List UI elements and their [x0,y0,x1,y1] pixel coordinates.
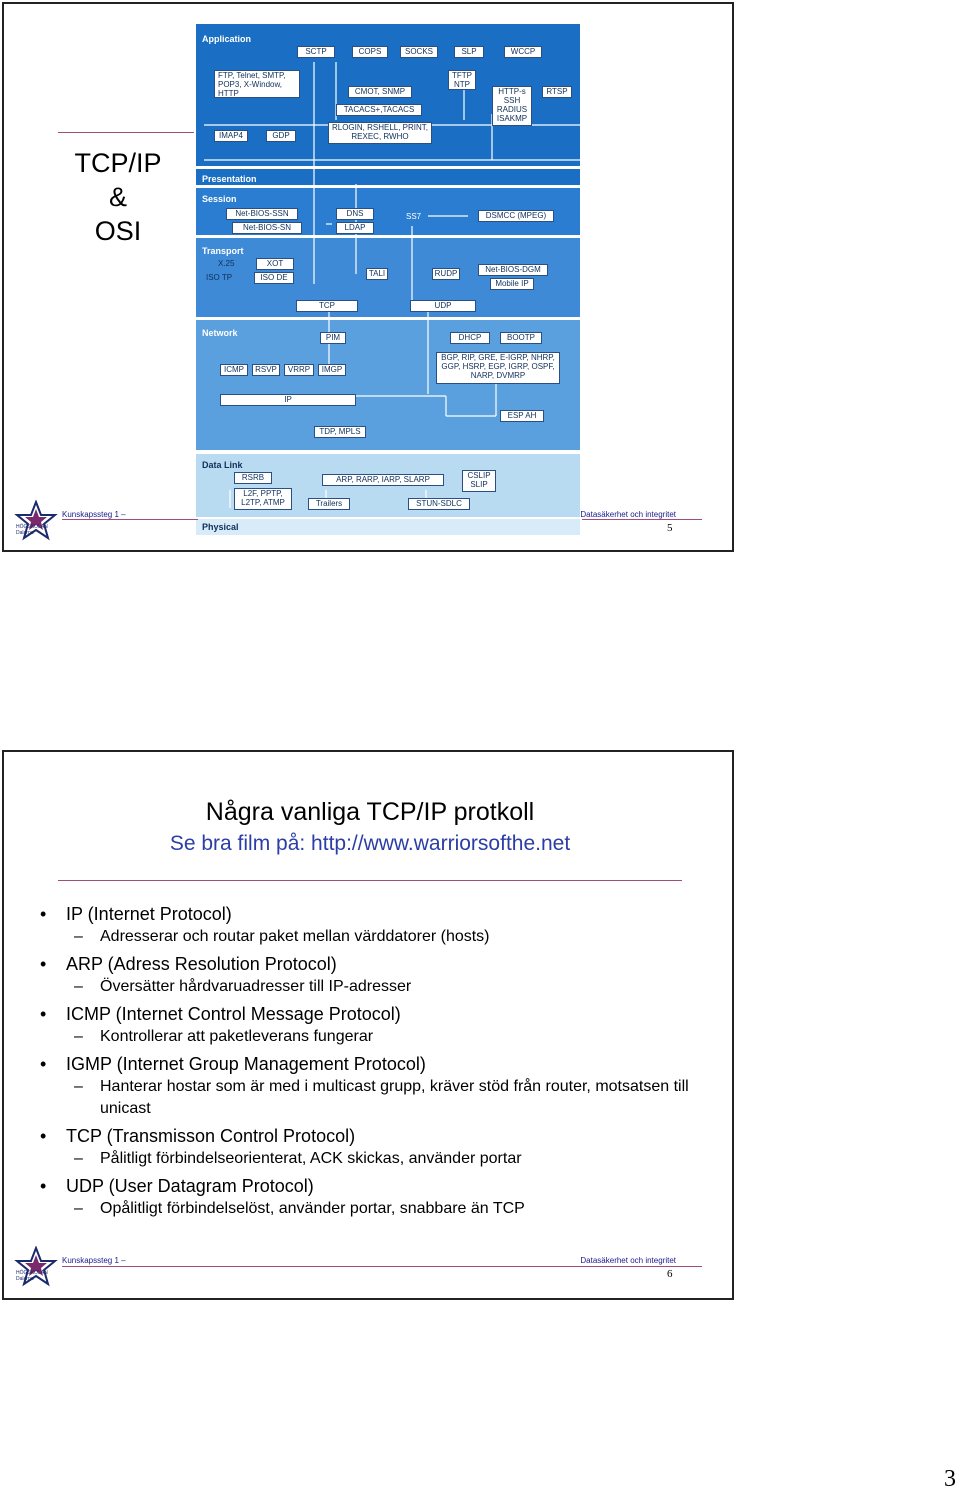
proto-dsmcc: DSMCC (MPEG) [478,210,554,222]
proto-netbios-dgm: Net-BIOS-DGM [478,264,548,276]
proto-imgp: IMGP [318,364,346,376]
proto-sctp: SCTP [297,46,335,58]
slide-title: Några vanliga TCP/IP protkoll [205,798,535,826]
proto-dhcp: DHCP [450,332,490,344]
proto-cslip: CSLIP SLIP [462,470,496,492]
proto-rsrb: RSRB [234,472,272,484]
page-number: 6 [667,1268,673,1280]
footer-rule [62,1266,702,1267]
proto-gdp: GDP [266,130,296,142]
proto-tali: TALI [366,268,388,280]
proto-trailers: Trailers [308,498,350,510]
proto-rsvp: RSVP [252,364,280,376]
proto-vrrp: VRRP [284,364,314,376]
footer-right: Datasäkerhet och integritet [580,510,676,519]
list-item: • TCP (Transmisson Control Protocol) [40,1124,720,1148]
tcpip-osi-diagram [196,24,582,536]
proto-socks: SOCKS [400,46,438,58]
layer-physical: Physical [202,522,239,532]
slide-title: TCP/IP & OSI [74,148,162,246]
proto-netbios-sn: Net-BIOS-SN [232,222,302,234]
list-subitem: – Adresserar och routar paket mellan värddatorer (hosts) [40,926,720,948]
proto-rudp: RUDP [432,268,460,280]
proto-ss7: SS7 [406,212,422,221]
slide-5 [2,2,734,552]
proto-wccp: WCCP [504,46,542,58]
layer-datalink: Data Link [202,460,243,470]
proto-x25: X.25 [218,259,235,268]
proto-mobileip: Mobile IP [490,278,534,290]
layer-presentation: Presentation [202,174,257,184]
proto-espah: ESP AH [500,410,544,422]
footer-rule-right [582,519,702,520]
proto-ip: IP [220,394,356,406]
proto-slp: SLP [454,46,484,58]
footer-left: Kunskapssteg 1 – [62,1256,126,1265]
proto-netbios-ssn: Net-BIOS-SSN [226,208,298,220]
slide-subtitle: Se bra film på: http://www.warriorsofthe.net [169,832,571,855]
list-subitem: – Opålitligt förbindelselöst, använder portar, snabbare än TCP [40,1198,720,1220]
list-subitem: – Pålitligt förbindelseorienterat, ACK skickas, använder portar [40,1148,720,1170]
list-item: • ICMP (Internet Control Message Protocol) [40,1002,720,1026]
proto-ldap: LDAP [336,222,374,234]
page-number: 5 [667,522,673,534]
proto-bgp: BGP, RIP, GRE, E-IGRP, NHRP, GGP, HSRP, EGP, IGRP, OSPF, NARP, DVMRP [436,352,560,384]
proto-xot: XOT [256,258,294,270]
proto-https: HTTP-s SSH RADIUS ISAKMP [492,86,532,126]
document-page-number: 3 [944,1466,956,1492]
footer-rule-left [62,519,198,520]
logo-text: HÖGSKOLAN Dalarna [16,524,48,536]
proto-rtsp: RTSP [542,86,572,98]
proto-imap4: IMAP4 [214,130,248,142]
proto-cmot: CMOT, SNMP [348,86,412,98]
logo-text: HÖGSKOLAN Dalarna [16,1270,48,1282]
proto-stun: STUN-SDLC [408,498,470,510]
list-item: • IP (Internet Protocol) [40,902,720,926]
proto-udp: UDP [410,300,476,312]
slide-6 [2,750,734,1300]
list-item: • IGMP (Internet Group Management Protocol) [40,1052,720,1076]
protocol-list [40,898,720,1220]
proto-tacacs: TACACS+,TACACS [336,104,422,116]
title-rule [58,132,194,133]
layer-network: Network [202,328,238,338]
proto-tftp: TFTP NTP [448,70,476,90]
list-subitem: – Hanterar hostar som är med i multicast grupp, kräver stöd från router, motsatsen till unicast [40,1076,720,1120]
proto-ftp: FTP, Telnet, SMTP, POP3, X-Window, HTTP [214,70,300,98]
proto-icmp: ICMP [220,364,248,376]
list-item: • UDP (User Datagram Protocol) [40,1174,720,1198]
layer-transport: Transport [202,246,244,256]
layer-application: Application [202,34,251,44]
list-subitem: – Översätter hårdvaruadresser till IP-adresser [40,976,720,998]
proto-pim: PIM [320,332,346,344]
proto-l2f: L2F, PPTP, L2TP, ATMP [234,488,292,510]
footer-right: Datasäkerhet och integritet [580,1256,676,1265]
proto-isode: ISO DE [254,272,294,284]
list-item: • ARP (Adress Resolution Protocol) [40,952,720,976]
title-rule [58,880,682,881]
proto-cops: COPS [352,46,388,58]
proto-tcp: TCP [296,300,358,312]
proto-tdp: TDP, MPLS [314,426,366,438]
proto-arp: ARP, RARP, IARP, SLARP [322,474,444,486]
proto-bootp: BOOTP [500,332,542,344]
proto-isotp: ISO TP [206,273,233,282]
list-subitem: – Kontrollerar att paketleverans fungerar [40,1026,720,1048]
footer-left: Kunskapssteg 1 – [62,510,126,519]
proto-dns: DNS [336,208,374,220]
proto-rlogin: RLOGIN, RSHELL, PRINT, REXEC, RWHO [328,122,432,144]
layer-session: Session [202,194,237,204]
